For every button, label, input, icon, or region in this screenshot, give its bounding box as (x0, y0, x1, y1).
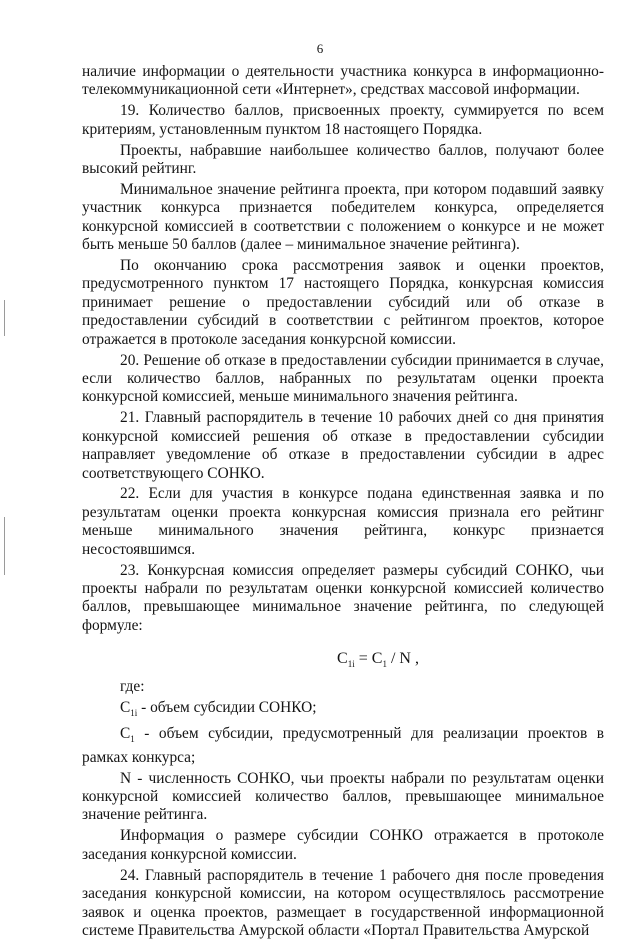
paragraph-24: 24. Главный распорядитель в течение 1 рабочего дня после проведения заседания конкурсной комиссии, на котором осуществлялось рассмотрение заявок и оценка проектов, размещает в государственной информационной системе Правительства Амурской области «Портал Правительства Амурской (82, 866, 604, 939)
scan-margin-mark (4, 300, 5, 336)
definition-symbol-sub: 1 (130, 734, 135, 745)
definition-text: - объем субсидии СОНКО; (137, 699, 317, 717)
definition-text: - объем субсидии, предусмотренный для реализации проектов в рамках конкурса; (82, 725, 604, 766)
definition-c1i (82, 699, 604, 722)
document-body (82, 63, 604, 940)
formula-rhs: C (371, 650, 383, 668)
formula-rhs-sub: 1 (382, 659, 387, 670)
paragraph-19-decision: По окончанию срока рассмотрения заявок и оценки проектов, предусмотренного пунктом 17 настоящего Порядка, конкурсная комиссия принимает решение о предоставлении субсидий или об отказе в предоставлении субсидий в соответствии с рейтингом проектов, которое отражается в протоколе заседания конкурсной комиссии. (82, 257, 604, 348)
definition-symbol: C (120, 699, 131, 717)
scan-margin-mark (4, 517, 5, 575)
definition-symbol-sub: 1i (130, 708, 138, 719)
paragraph-19: 19. Количество баллов, присвоенных проекту, суммируется по всем критериям, установленным пунктом 18 настоящего Порядка. (82, 102, 604, 138)
paragraph-19-minimum: Минимальное значение рейтинга проекта, при котором подавший заявку участник конкурса признается победителем конкурса, определяется конкурсной комиссией в соответствии с положением о конкурсе и не может быть меньше 50 баллов (далее – минимальное значение рейтинга). (82, 180, 604, 254)
formula-lhs: C (337, 650, 348, 668)
subsidy-formula (82, 649, 604, 674)
definition-c1 (82, 725, 604, 767)
paragraph-23-protocol: Информация о размере субсидии СОНКО отражается в протоколе заседания конкурсной комиссии. (82, 827, 604, 863)
paragraph-19-rating: Проекты, набравшие наибольшее количество баллов, получают более высокий рейтинг. (82, 141, 604, 178)
paragraph-20: 20. Решение об отказе в предоставлении субсидии принимается в случае, если количество баллов, набранных по результатам оценки проекта конкурсной комиссией, меньше минимального значения рейтинга. (82, 351, 604, 406)
formula-rhs-rest: / N , (386, 650, 419, 668)
paragraph-continuation: наличие информации о деятельности участника конкурса в информационно-телекоммуникационной сети «Интернет», средствах массовой информации. (82, 63, 604, 99)
page-number: 6 (316, 41, 324, 56)
formula-lhs-sub: 1i (347, 659, 355, 670)
paragraph-23: 23. Конкурсная комиссия определяет размеры субсидий СОНКО, чьи проекты набрали по результатам оценки конкурсной комиссией количество баллов, превышающее минимальное значение рейтинга, по следующей формуле: (82, 561, 604, 634)
definition-symbol: C (120, 725, 131, 743)
formula-equals: = (354, 650, 372, 668)
paragraph-22: 22. Если для участия в конкурсе подана единственная заявка и по результатам оценки проекта конкурсная комиссия признала его рейтинг меньше минимального значения рейтинга, конкурс признается несостоявшимся. (82, 485, 604, 558)
where-label: где: (120, 678, 145, 696)
definition-n: N - численность СОНКО, чьи проекты набрали по результатам оценки конкурсной комиссией количество баллов, превышающее минимальное значение рейтинга. (82, 769, 604, 824)
paragraph-21: 21. Главный распорядитель в течение 10 рабочих дней со дня принятия конкурсной комиссией решения об отказе в предоставлении субсидии направляет уведомление об отказе в предоставлении субсидии в адрес соответствующего СОНКО. (82, 409, 604, 482)
